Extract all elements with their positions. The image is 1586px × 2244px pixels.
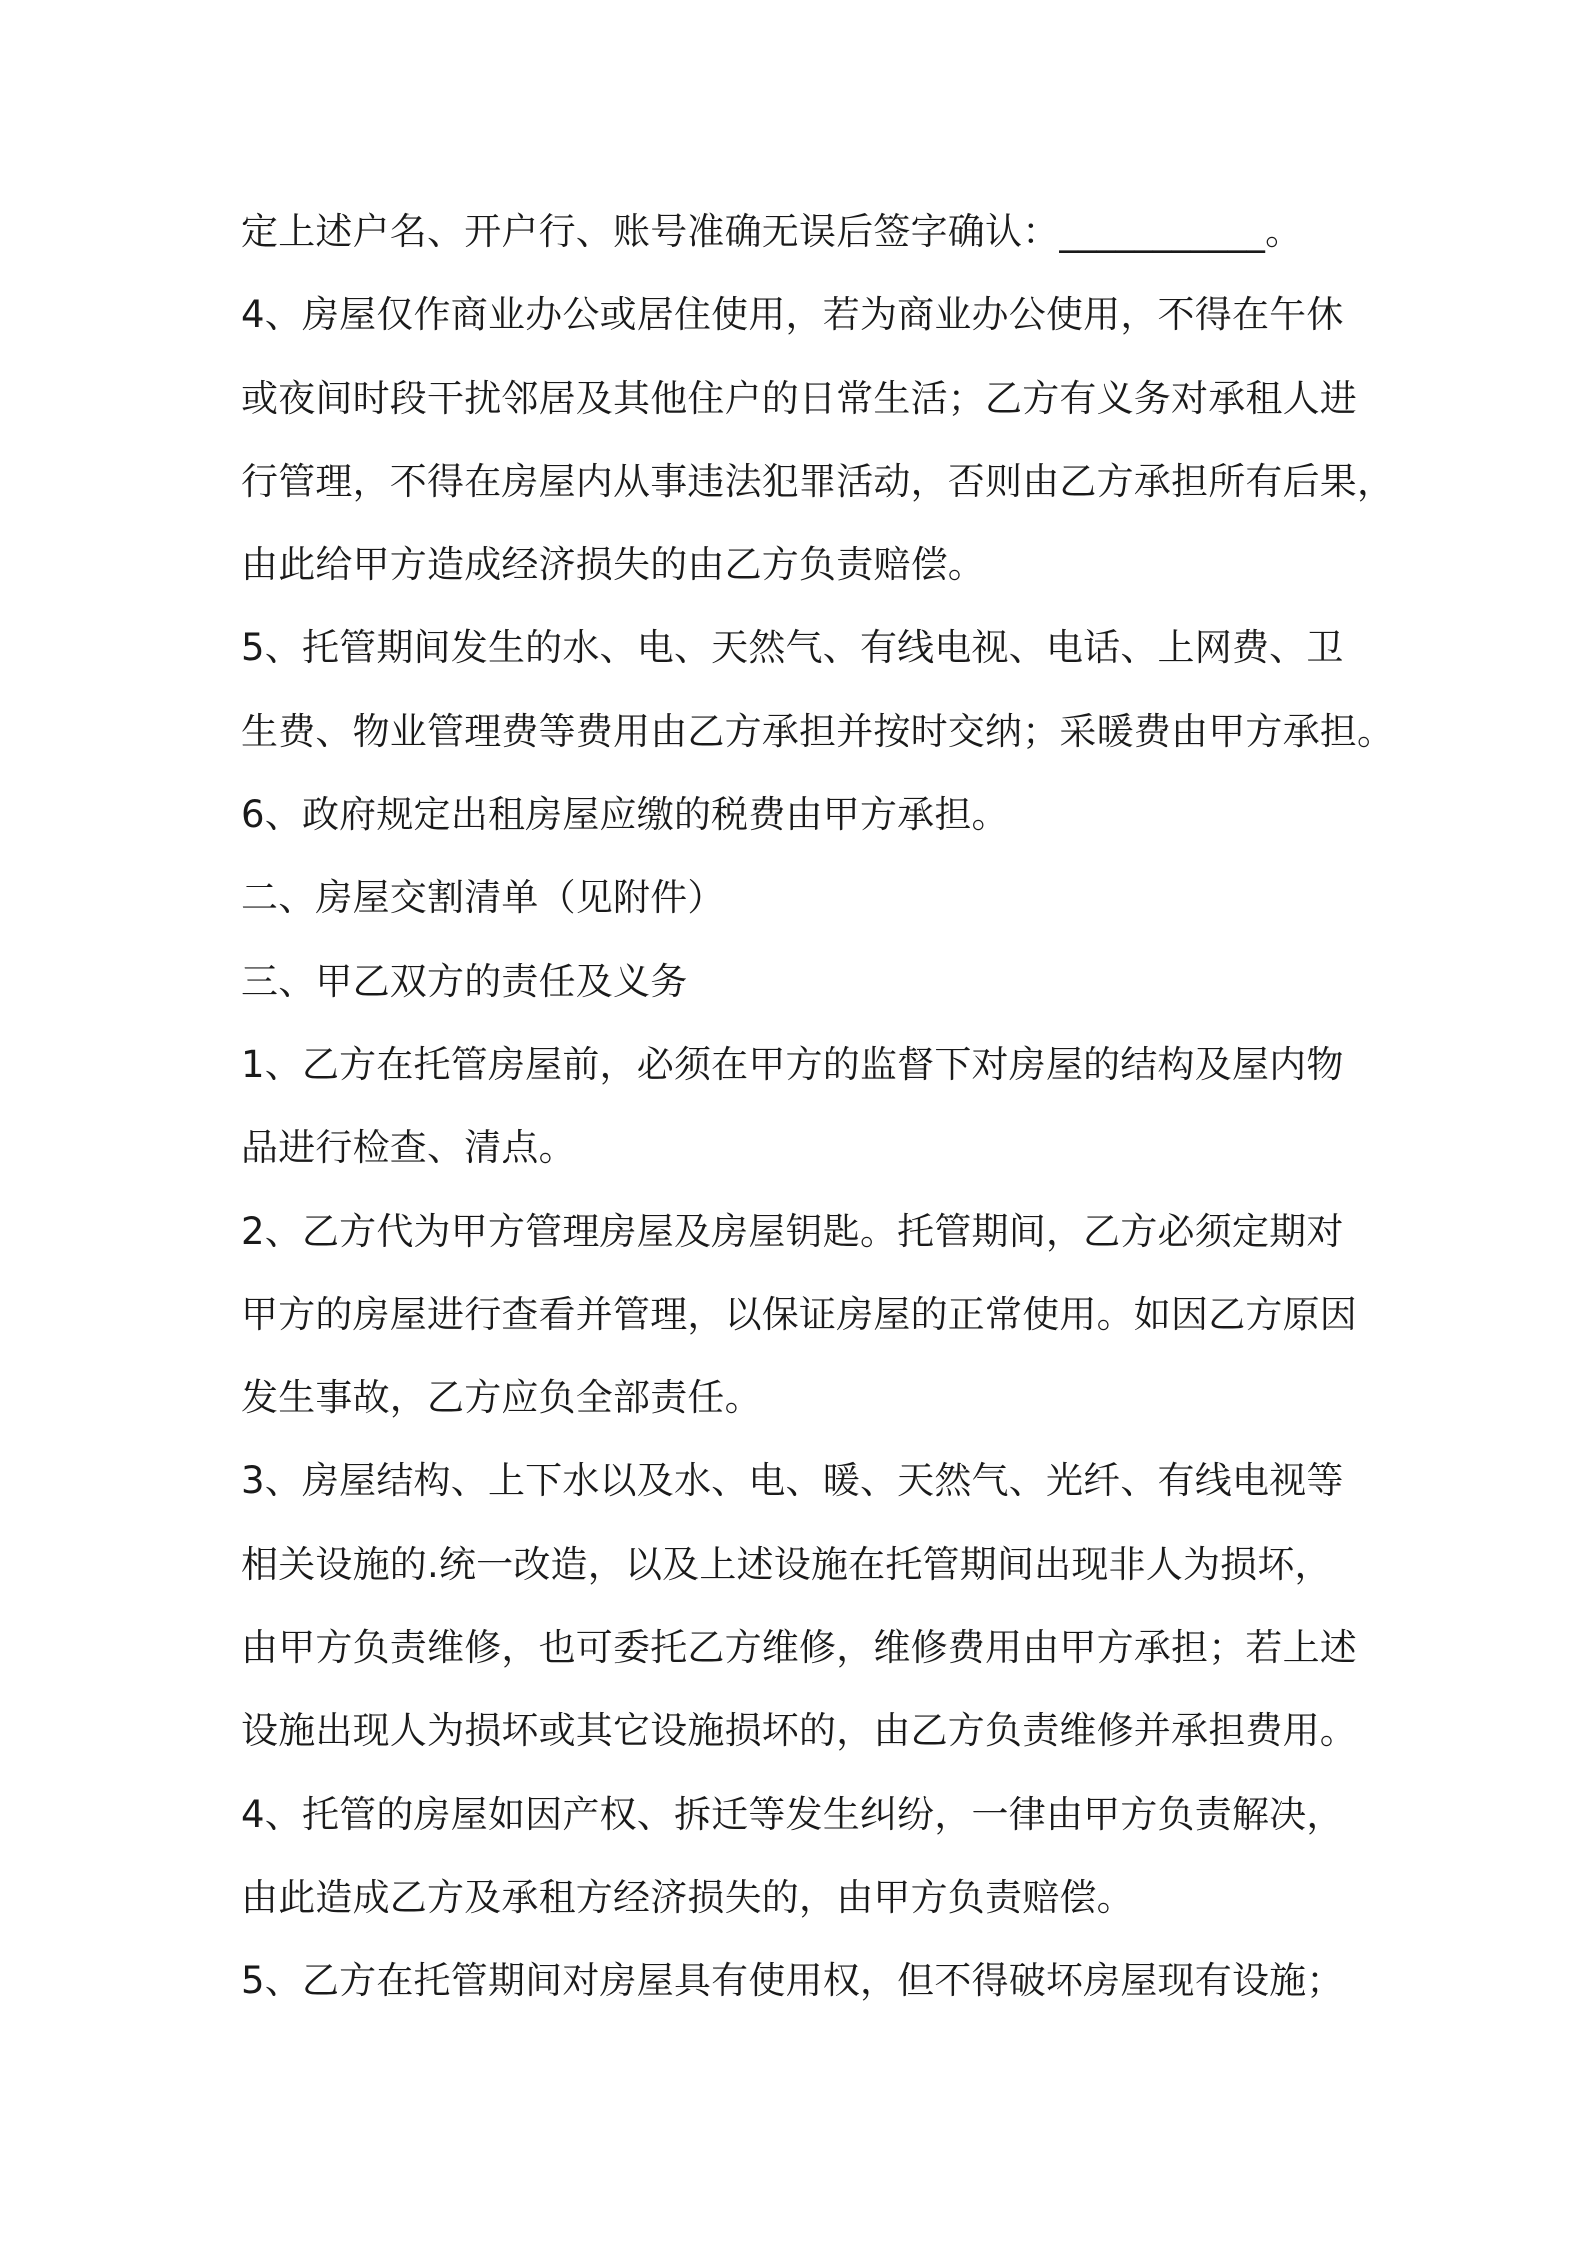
text-line: 2、乙方代为甲方管理房屋及房屋钥匙。托管期间，乙方必须定期对 <box>241 1209 1344 1253</box>
text-line: 相关设施的.统一改造，以及上述设施在托管期间出现非人为损坏， <box>241 1542 1332 1586</box>
text-line: 品进行检查、清点。 <box>241 1126 576 1170</box>
text-line: 6、政府规定出租房屋应缴的税费由甲方承担。 <box>241 793 1009 837</box>
text-line: 设施出现人为损坏或其它设施损坏的，由乙方负责维修并承担费用。 <box>241 1709 1357 1753</box>
text-line: 5、乙方在托管期间对房屋具有使用权，但不得破坏房屋现有设施； <box>241 1959 1344 2003</box>
text-line: 发生事故，乙方应负全部责任。 <box>241 1376 762 1420</box>
text-line: 甲方的房屋进行查看并管理，以保证房屋的正常使用。如因乙方原因 <box>241 1292 1357 1336</box>
text-line: 定上述户名、开户行、账号准确无误后签字确认：___________。 <box>241 210 1303 253</box>
text-line: 行管理，不得在房屋内从事违法犯罪活动，否则由乙方承担所有后果， <box>241 459 1395 503</box>
text-line: 由此给甲方造成经济损失的由乙方负责赔偿。 <box>241 543 985 587</box>
text-line: 3、房屋结构、上下水以及水、电、暖、天然气、光纤、有线电视等 <box>241 1459 1344 1503</box>
text-line: 由此造成乙方及承租方经济损失的，由甲方负责赔偿。 <box>241 1875 1134 1919</box>
text-line: 4、托管的房屋如因产权、拆迁等发生纠纷，一律由甲方负责解决， <box>241 1792 1344 1836</box>
section-heading: 二、房屋交割清单（见附件） <box>241 876 725 920</box>
text-line: 1、乙方在托管房屋前，必须在甲方的监督下对房屋的结构及屋内物 <box>241 1042 1344 1086</box>
text-line: 或夜间时段干扰邻居及其他住户的日常生活；乙方有义务对承租人进 <box>241 376 1357 420</box>
document-body <box>241 190 1395 2023</box>
text-line: 4、房屋仅作商业办公或居住使用，若为商业办公使用，不得在午休 <box>241 293 1344 337</box>
text-line: 由甲方负责维修，也可委托乙方维修，维修费用由甲方承担；若上述 <box>241 1626 1357 1670</box>
text-line: 5、托管期间发生的水、电、天然气、有线电视、电话、上网费、卫 <box>241 626 1344 670</box>
text-line: 生费、物业管理费等费用由乙方承担并按时交纳；采暖费由甲方承担。 <box>241 709 1395 753</box>
section-heading: 三、甲乙双方的责任及义务 <box>241 959 688 1003</box>
